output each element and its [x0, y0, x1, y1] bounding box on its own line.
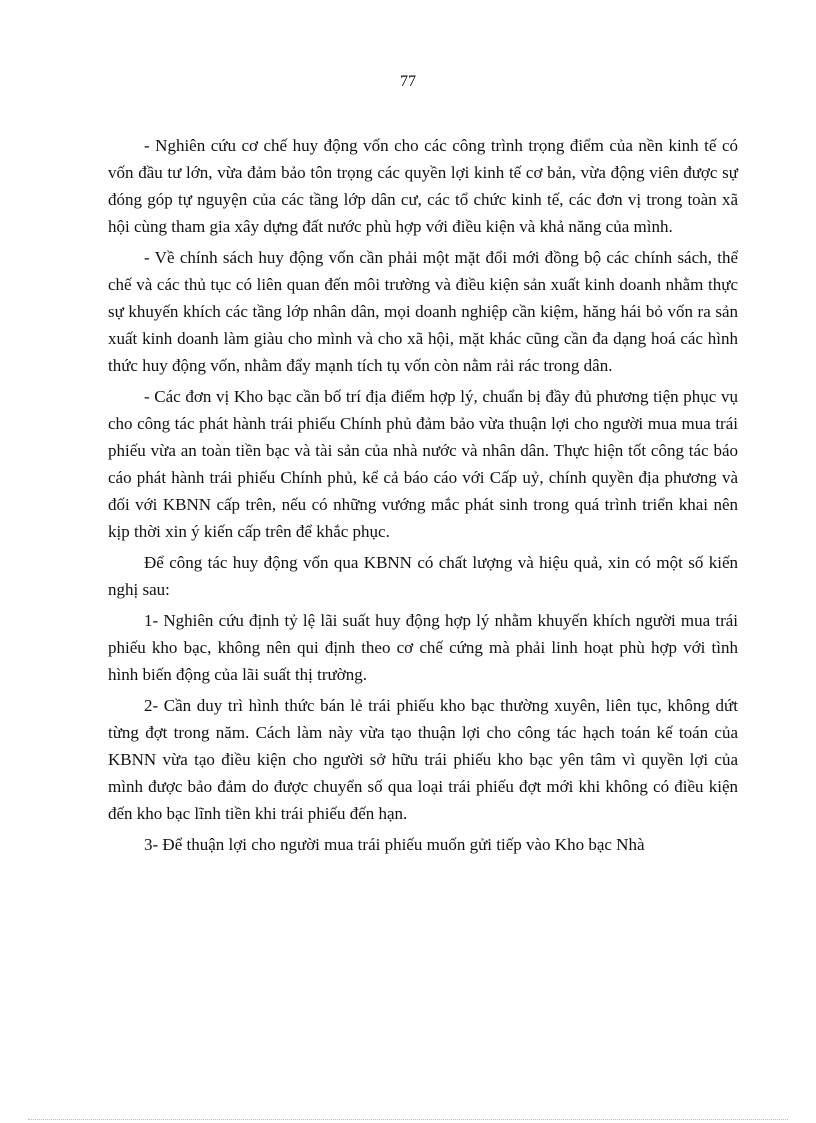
- body-text: [108, 132, 738, 862]
- page-number: 77: [400, 73, 416, 90]
- page-bottom-border: [28, 1119, 788, 1120]
- paragraph-mobilization-policy: - Về chính sách huy động vốn cần phải một mặt đổi mới đồng bộ các chính sách, thể chế và các thủ tục có liên quan đến môi trường và điều kiện sản xuất kinh doanh nhằm thực sự khuyến khích các tầng lớp nhân dân, mọi doanh nghiệp cần kiệm, hăng hái bỏ vốn ra sản xuất kinh doanh làm giàu cho mình và cho xã hội, mặt khác cũng cần đa dạng hoá các hình thức huy động vốn, nhằm đẩy mạnh tích tụ vốn còn nằm rải rác trong dân.: [108, 248, 738, 375]
- paragraph-recommendations-intro: Để công tác huy động vốn qua KBNN có chất lượng và hiệu quả, xin có một số kiến nghị sau:: [108, 553, 738, 599]
- paragraph-recommendation-2: 2- Cần duy trì hình thức bán lẻ trái phiếu kho bạc thường xuyên, liên tục, không dứt từng đợt trong năm. Cách làm này vừa tạo thuận lợi cho công tác hạch toán kế toán của KBNN vừa tạo điều kiện cho người sở hữu trái phiếu kho bạc yên tâm vì quyền lợi của mình được bảo đảm do được chuyển số qua loại trái phiếu đợt mới khi không có điều kiện đến kho bạc lĩnh tiền khi trái phiếu đến hạn.: [108, 696, 738, 823]
- paragraph-capital-mobilization-mechanism: - Nghiên cứu cơ chế huy động vốn cho các công trình trọng điểm của nền kinh tế có vốn đầu tư lớn, vừa đảm bảo tôn trọng các quyền lợi kinh tế cơ bản, vừa động viên được sự đóng góp tự nguyện của các tầng lớp dân cư, các tổ chức kinh tế, các đơn vị trong toàn xã hội cùng tham gia xây dựng đất nước phù hợp với điều kiện và khả năng của mình.: [108, 136, 738, 236]
- paragraph-recommendation-1: 1- Nghiên cứu định tỷ lệ lãi suất huy động hợp lý nhằm khuyến khích người mua trái phiếu kho bạc, không nên qui định theo cơ chế cứng mà phải linh hoạt phù hợp với tình hình biến động của lãi suất thị trường.: [108, 611, 738, 684]
- paragraph-treasury-units: - Các đơn vị Kho bạc cần bố trí địa điểm hợp lý, chuẩn bị đầy đủ phương tiện phục vụ cho công tác phát hành trái phiếu Chính phủ đảm bảo vừa thuận lợi cho người mua mua trái phiếu vừa an toàn tiền bạc và tài sản của nhà nước và nhân dân. Thực hiện tốt công tác báo cáo phát hành trái phiếu Chính phủ, kể cả báo cáo với Cấp uỷ, chính quyền địa phương và đối với KBNN cấp trên, nếu có những vướng mắc phát sinh trong quá trình triển khai nên kịp thời xin ý kiến cấp trên để khắc phục.: [108, 387, 738, 541]
- paragraph-recommendation-3: 3- Để thuận lợi cho người mua trái phiếu muốn gửi tiếp vào Kho bạc Nhà: [144, 835, 645, 854]
